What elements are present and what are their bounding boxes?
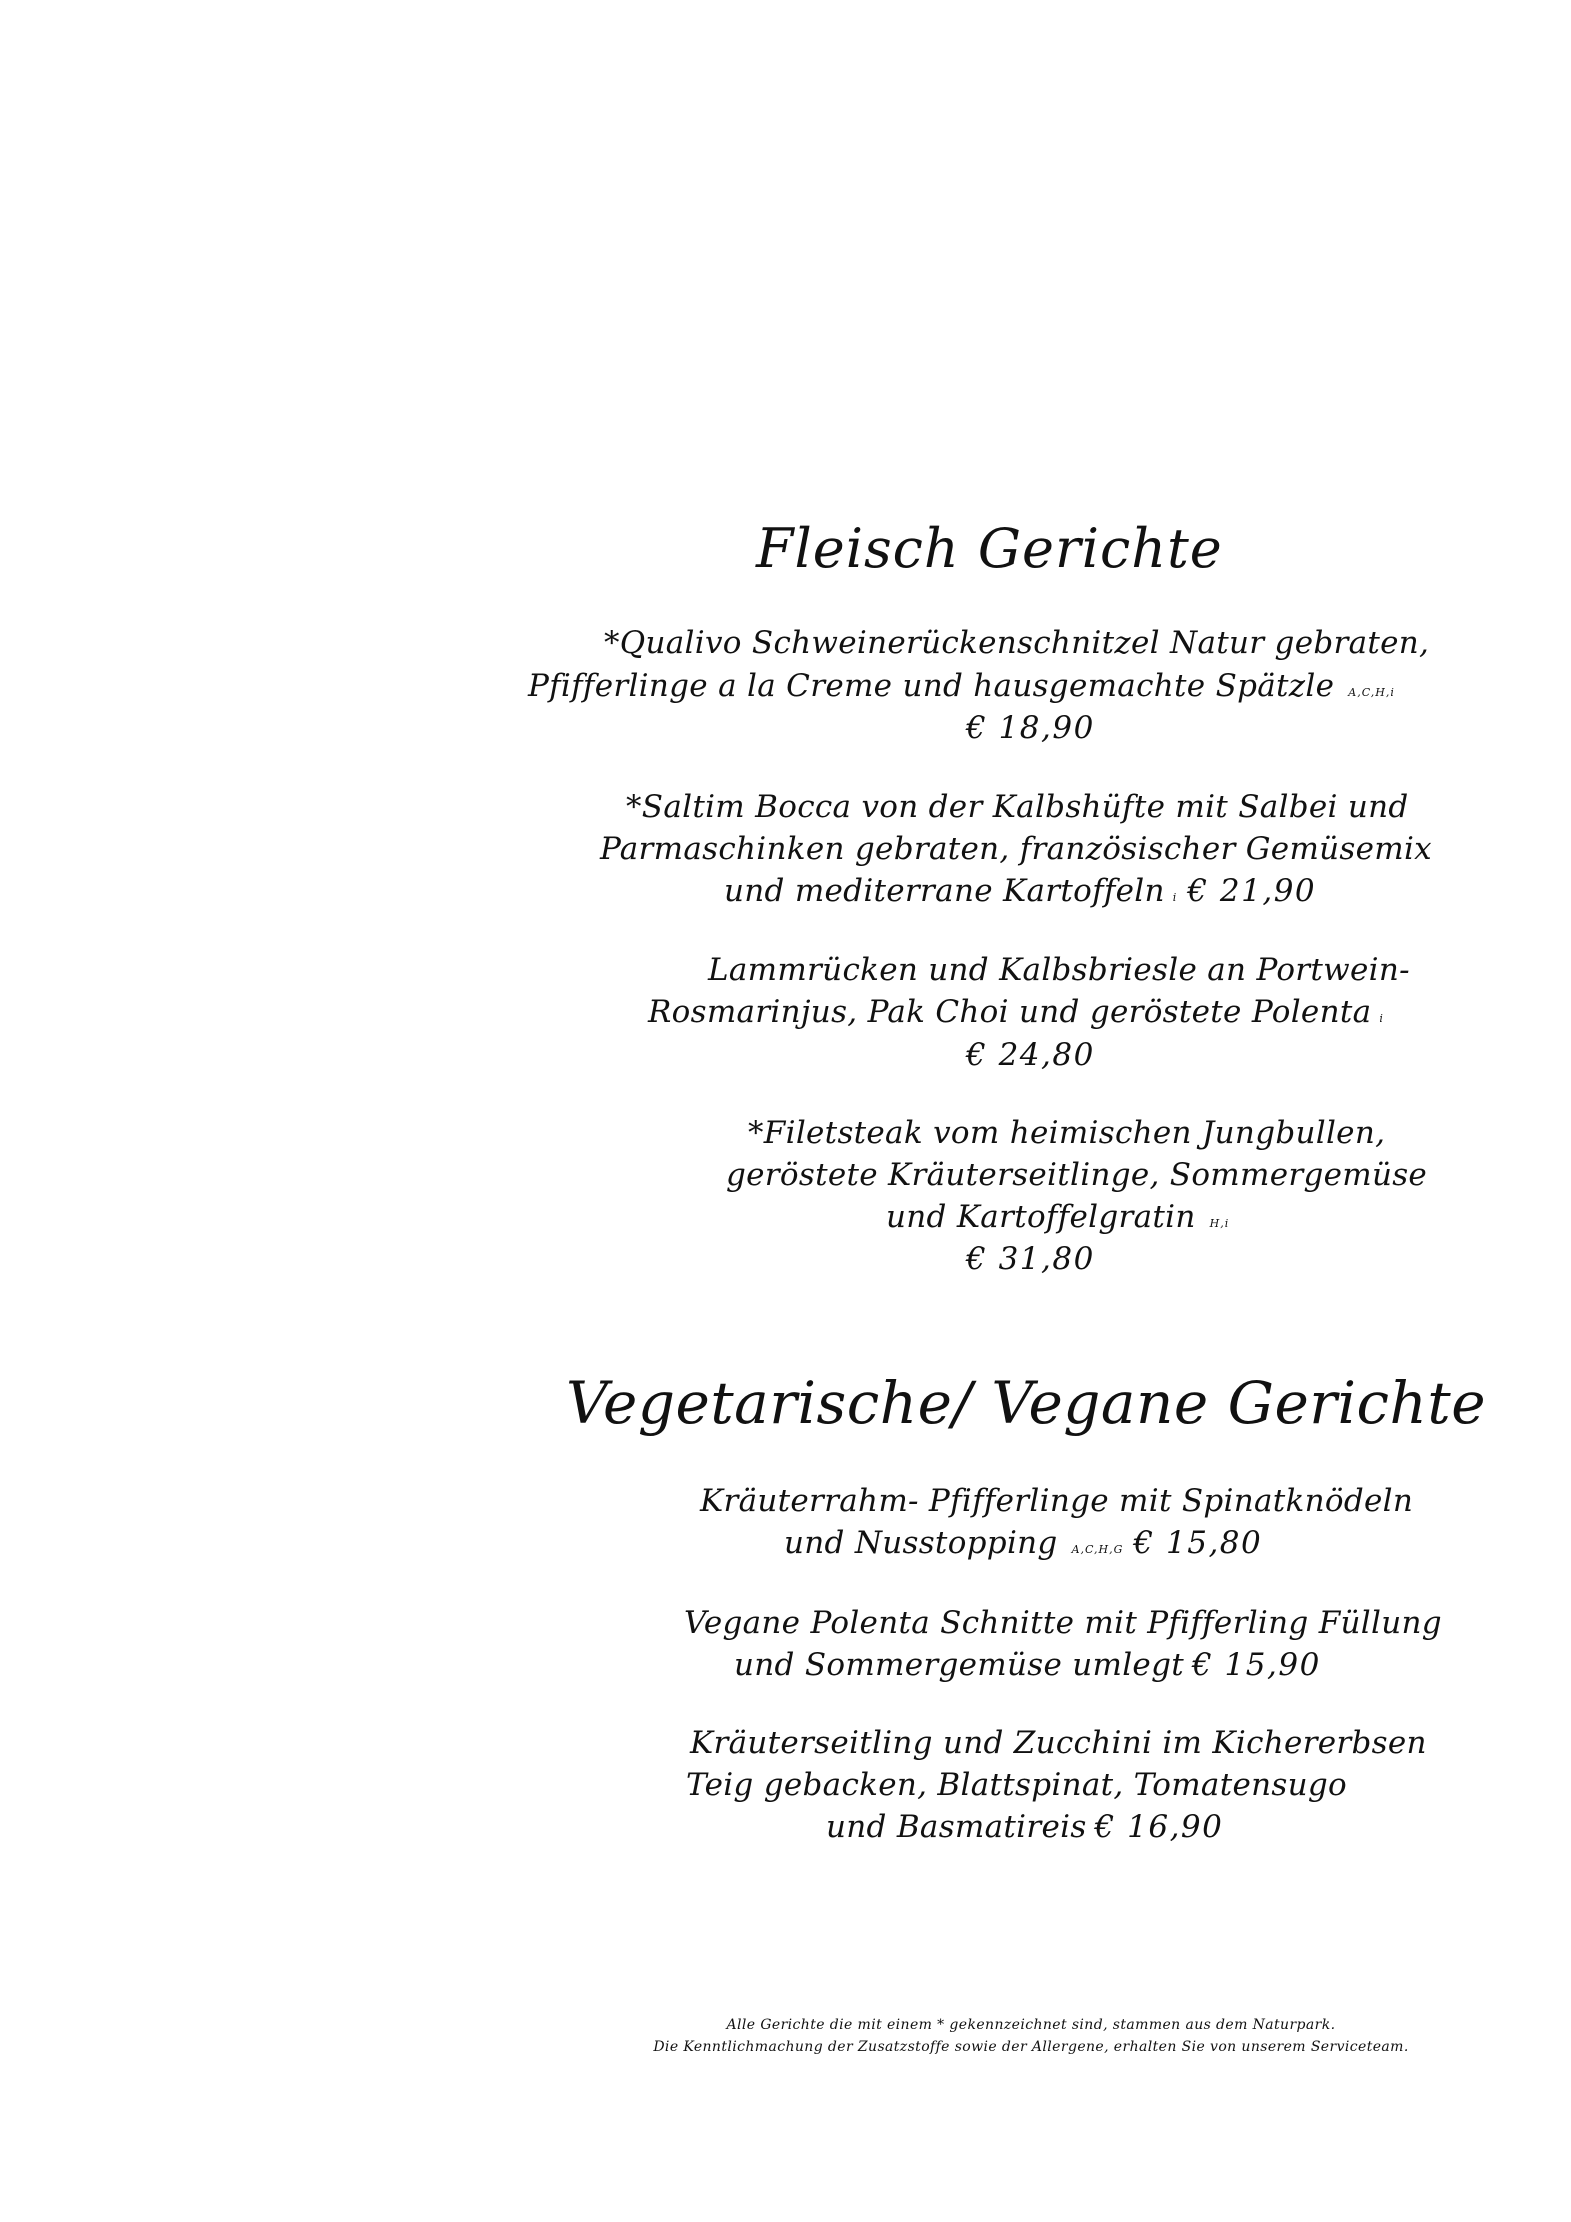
dish-6-price: € 15,90: [1191, 1647, 1321, 1683]
dish-5-line-2: [784, 1525, 1263, 1561]
dish-2-line-2: Parmaschinken gebraten, französischer Gemüsemix: [600, 831, 1432, 867]
dish-4-allergens: H,i: [1209, 1217, 1230, 1230]
dish-1-allergens: A,C,H,i: [1348, 686, 1395, 699]
dish-7-price: € 16,90: [1094, 1809, 1224, 1845]
dish-1-text: Pfifferlinge a la Creme und hausgemachte Spätzle: [528, 668, 1335, 704]
dish-4-text: und Kartoffelgratin: [886, 1199, 1196, 1235]
dish-7-text: und Basmatireis: [826, 1809, 1087, 1845]
dish-6-line-2: [734, 1647, 1321, 1683]
dish-3-text: Rosmarinjus, Pak Choi und geröstete Polenta: [648, 994, 1372, 1030]
dish-1-line-1: *Qualivo Schweinerückenschnitzel Natur gebraten,: [604, 625, 1430, 661]
dish-2-line-3: [724, 873, 1317, 909]
dish-4-line-3: [886, 1199, 1230, 1235]
footer-note-1: Alle Gerichte die mit einem * gekennzeichnet sind, stammen aus dem Naturpark.: [726, 2017, 1336, 2033]
dish-3-price: € 24,80: [966, 1037, 1095, 1073]
dish-4-price: € 31,80: [966, 1241, 1095, 1277]
dish-5-allergens: A,C,H,G: [1071, 1543, 1124, 1556]
dish-3-line-1: Lammrücken und Kalbsbriesle an Portwein-: [708, 952, 1410, 988]
dish-7-line-1: Kräuterseitling und Zucchini im Kichererbsen: [690, 1725, 1427, 1761]
dish-6-line-1: Vegane Polenta Schnitte mit Pfifferling Füllung: [684, 1605, 1442, 1641]
dish-1-line-2: [528, 668, 1395, 704]
dish-4-line-1: *Filetsteak vom heimischen Jungbullen,: [748, 1115, 1386, 1151]
section-heading-vegetarian: Vegetarische/ Vegane Gerichte: [566, 1369, 1487, 1437]
footer-note-2: Die Kenntlichmachung der Zusatzstoffe sowie der Allergene, erhalten Sie von unserem Serviceteam.: [653, 2039, 1409, 2055]
dish-3-line-2: [648, 994, 1384, 1030]
dish-7-line-3: [826, 1809, 1224, 1845]
dish-5-line-1: Kräuterrahm- Pfifferlinge mit Spinatknödeln: [700, 1483, 1414, 1519]
dish-3-allergens: i: [1379, 1012, 1384, 1025]
dish-7-line-2: Teig gebacken, Blattspinat, Tomatensugo: [686, 1767, 1347, 1803]
dish-5-price: € 15,80: [1133, 1525, 1263, 1561]
dish-1-price: € 18,90: [966, 710, 1095, 746]
dish-4-line-2: geröstete Kräuterseitlinge, Sommergemüse: [726, 1157, 1428, 1193]
section-heading-meat: Fleisch Gerichte: [756, 517, 1223, 580]
dish-2-text: und mediterrane Kartoffeln: [724, 873, 1165, 909]
dish-2-allergens: i: [1172, 891, 1178, 904]
dish-2-line-1: *Saltim Bocca von der Kalbshüfte mit Salbei und: [626, 789, 1409, 825]
dish-6-text: und Sommergemüse umlegt: [734, 1647, 1184, 1683]
dish-2-price: € 21,90: [1187, 873, 1317, 909]
dish-5-text: und Nusstopping: [784, 1525, 1058, 1561]
